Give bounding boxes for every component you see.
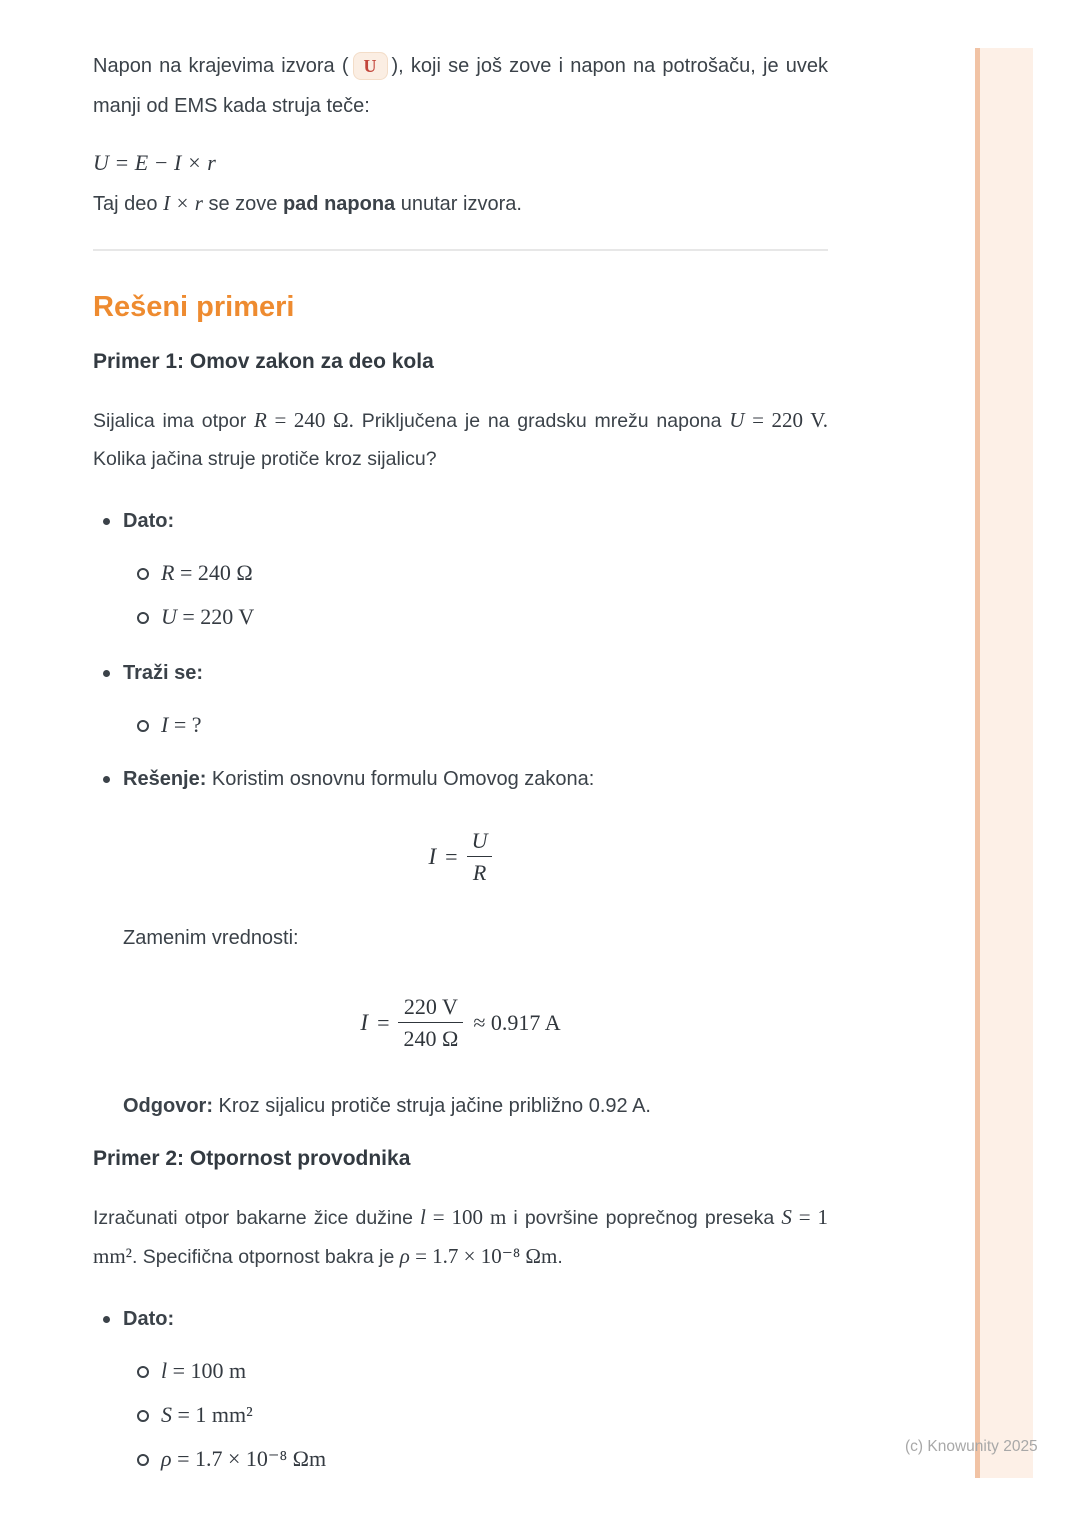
p1-math-2-val: = 220 V.: [744, 408, 828, 432]
p2-math-2-var: S: [781, 1205, 792, 1229]
circle-bullet-icon: [137, 1454, 149, 1466]
list-item-dato: [93, 510, 828, 532]
list-item: [93, 712, 828, 738]
list-item: [93, 1402, 828, 1428]
primer1-problem: [93, 401, 828, 478]
math-var: S: [161, 1402, 172, 1427]
math-var: I: [161, 712, 169, 737]
note-text-1: Taj deo: [93, 193, 164, 215]
math-value: = 1.7 × 10⁻⁸ Ωm: [171, 1446, 327, 1471]
math-var: U: [161, 604, 177, 629]
p2-math-1-val: = 100 m: [425, 1205, 507, 1229]
bullet-icon: [103, 1316, 110, 1323]
p2-text-1: Izračunati otpor bakarne žice dužine: [93, 1207, 421, 1229]
p2-text-4: .: [557, 1246, 563, 1268]
formula-lhs: I: [428, 844, 437, 869]
p1-math-1-var: R: [254, 408, 267, 432]
section-divider: [93, 249, 828, 251]
primer1-title: Primer 1: Omov zakon za deo kola: [93, 350, 434, 373]
circle-bullet-icon: [137, 1366, 149, 1378]
bullet-icon: [103, 518, 110, 525]
list-item: [93, 560, 828, 586]
formula-equals: =: [445, 844, 458, 869]
fraction-numerator: U: [471, 828, 488, 853]
fraction-denominator: R: [472, 860, 487, 885]
intro-text-before: Napon na krajevima izvora (: [93, 55, 349, 77]
intro-paragraph: [93, 46, 828, 126]
odgovor-label: Odgovor:: [123, 1095, 213, 1117]
list-item-resenje: [93, 768, 828, 790]
note-text-3: unutar izvora.: [395, 193, 522, 215]
odgovor-text: Kroz sijalicu protiče struja jačine približno 0.92 A.: [213, 1095, 651, 1117]
p2-math-3-var: ρ: [399, 1244, 410, 1268]
footer-credit: (c) Knowunity 2025: [905, 1438, 1038, 1455]
intro-text-after: ), koji se još zove i napon na potrošaču, je uvek manji od EMS kada struja teče:: [93, 55, 828, 117]
formula-equals: =: [377, 1010, 390, 1035]
section-title: Rešeni primeri: [93, 291, 295, 323]
formula-result: ≈ 0.917 A: [473, 1010, 561, 1035]
p2-text-2: i površine poprečnog preseka: [506, 1207, 782, 1229]
list-item: [93, 1358, 828, 1384]
list-item-trazi: [93, 662, 828, 684]
fraction-denominator: 240 Ω: [403, 1026, 459, 1051]
note-text-2: se zove: [202, 193, 283, 215]
circle-bullet-icon: [137, 720, 149, 732]
math-value: = 100 m: [167, 1358, 247, 1383]
p2-text-3: . Specifična otpornost bakra je: [131, 1246, 400, 1268]
math-value: = 240 Ω: [174, 560, 253, 585]
math-value: = 220 V: [176, 604, 255, 629]
circle-bullet-icon: [137, 612, 149, 624]
side-accent-stripe: [975, 48, 1033, 1478]
math-value: = ?: [168, 712, 202, 737]
list-item: [93, 604, 828, 630]
math-value: = 1 mm²: [172, 1402, 253, 1427]
fraction-bar: [467, 856, 493, 857]
fraction-bar: [398, 1022, 463, 1023]
p1-math-2-var: U: [729, 408, 745, 432]
fraction: [467, 828, 493, 886]
document-content: [93, 46, 828, 1472]
p1-text-3: Kolika jačina struje protiče kroz sijalicu?: [93, 448, 437, 470]
circle-bullet-icon: [137, 568, 149, 580]
list-item-dato2: [93, 1308, 828, 1330]
p1-math-1-val: = 240 Ω.: [266, 408, 354, 432]
circle-bullet-icon: [137, 1410, 149, 1422]
voltage-drop-note: [93, 190, 828, 217]
voltage-symbol-badge: U: [353, 52, 388, 80]
p2-math-1-var: l: [420, 1205, 426, 1229]
ohm-law-formula: [93, 828, 828, 886]
substitute-label: Zamenim vrednosti:: [123, 927, 299, 949]
dato-label: Dato:: [123, 510, 175, 532]
primer2-problem: [93, 1198, 828, 1276]
note-bold: pad napona: [282, 193, 396, 215]
bullet-icon: [103, 670, 110, 677]
math-var: l: [161, 1358, 168, 1383]
emf-formula: U = E − I × r: [93, 150, 216, 175]
math-var: ρ: [161, 1446, 172, 1471]
p1-text-1: Sijalica ima otpor: [93, 410, 255, 432]
formula-lhs: I: [360, 1010, 369, 1035]
substitution-formula: [93, 994, 828, 1052]
dato2-label: Dato:: [123, 1308, 175, 1330]
resenje-label: Rešenje:: [123, 768, 207, 790]
fraction-numerator: 220 V: [403, 994, 458, 1019]
p2-math-3-val: = 1.7 × 10⁻⁸ Ωm: [409, 1244, 558, 1268]
p1-text-2: Priključena je na gradsku mrežu napona: [353, 410, 730, 432]
primer2-title: Primer 2: Otpornost provodnika: [93, 1147, 411, 1170]
fraction: [398, 994, 463, 1052]
math-var: R: [161, 560, 175, 585]
resenje-text: Koristim osnovnu formulu Omovog zakona:: [206, 768, 595, 790]
answer-line: [123, 1094, 828, 1118]
note-math: I × r: [163, 191, 203, 215]
bullet-icon: [103, 776, 110, 783]
trazi-label: Traži se:: [123, 662, 204, 684]
list-item: [93, 1446, 828, 1472]
p2-math-2-val: = 1 mm²: [93, 1205, 828, 1268]
